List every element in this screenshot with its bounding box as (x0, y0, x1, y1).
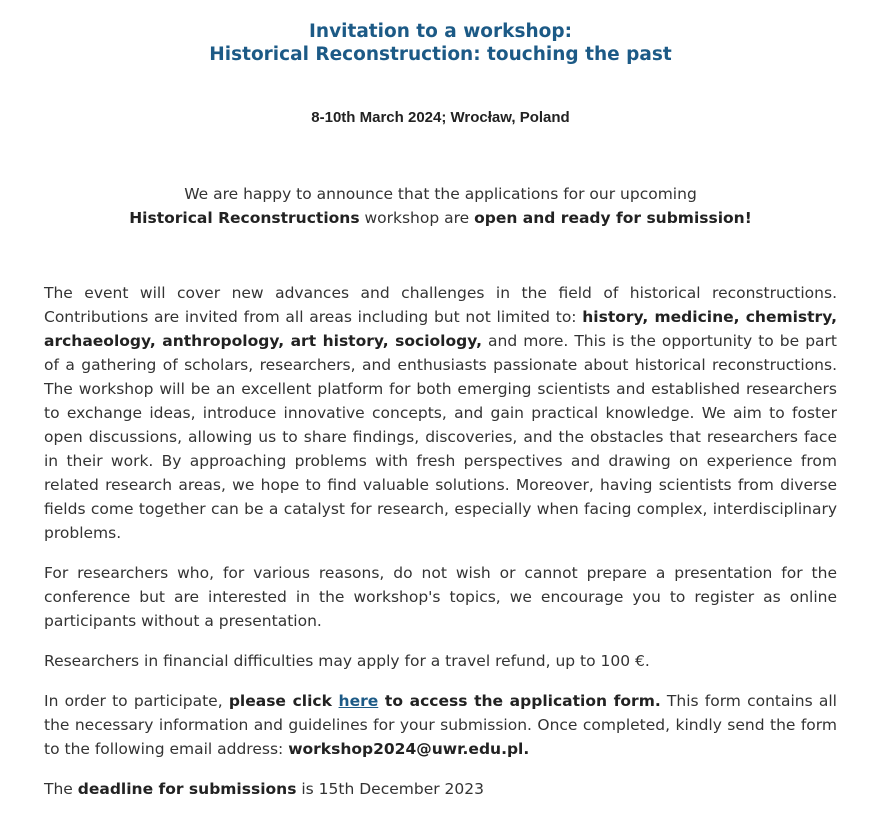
research-fields: history, medicine, chemistry, archaeology, anthropology, art history, sociology, (44, 308, 837, 350)
participate-text-2: This form contains all the necessary information and guidelines for your submission. Once completed, kindly send the form to the following email address: (44, 692, 837, 758)
paragraph-participate (44, 689, 837, 761)
announcement-line-2 (44, 206, 837, 230)
paragraph-deadline (44, 777, 837, 801)
contact-email: workshop2024@uwr.edu.pl. (288, 740, 530, 758)
participate-text-1: In order to participate, (44, 692, 229, 710)
participate-bold-1: please click (228, 692, 339, 710)
page-title (44, 20, 837, 66)
open-status: open and ready for submission! (474, 209, 752, 227)
event-dateline: 8-10th March 2024; Wrocław, Poland (311, 109, 570, 126)
deadline-label: deadline for submissions (77, 780, 297, 798)
paragraph-refund: Researchers in financial difficulties may apply for a travel refund, up to 100 €. (44, 652, 650, 670)
deadline-text-1: The (44, 780, 78, 798)
paragraph-online: For researchers who, for various reasons, do not wish or cannot prepare a presentation for the conference but are interested in the workshop's topics, we encourage you to register as online participants without a presentation. (44, 564, 837, 630)
title-line-1: Invitation to a workshop: (309, 21, 572, 42)
event-text-2: and more. This is the opportunity to be part of a gathering of scholars, researchers, and enthusiasts passionate about historical reconstructions. The workshop will be an excellent platform for both emerging scientists and established researchers to exchange ideas, introduce innovative concepts, and gain practical knowledge. We aim to foster open discussions, allowing us to share findings, discoveries, and the obstacles that researchers face in their work. By approaching problems with fresh perspectives and drawing on experience from related research areas, we hope to find valuable solutions. Moreover, having scientists from diverse fields come together can be a catalyst for research, especially when facing complex, interdisciplinary problems. (44, 332, 837, 542)
application-form-link[interactable]: here (338, 692, 379, 710)
title-line-2: Historical Reconstruction: touching the past (209, 44, 672, 65)
announcement-line-1: We are happy to announce that the applications for our upcoming (184, 185, 697, 203)
participate-bold-2: to access the application form. (378, 692, 661, 710)
announcement-mid: workshop are (359, 209, 475, 227)
paragraph-event (44, 281, 837, 545)
body-text (44, 281, 837, 817)
deadline-date: is 15th December 2023 (296, 780, 484, 798)
event-text-1: The event will cover new advances and challenges in the field of historical reconstructions. Contributions are invited from all areas including but not limited to: (44, 284, 837, 326)
announcement (44, 182, 837, 230)
workshop-name: Historical Reconstructions (129, 209, 360, 227)
